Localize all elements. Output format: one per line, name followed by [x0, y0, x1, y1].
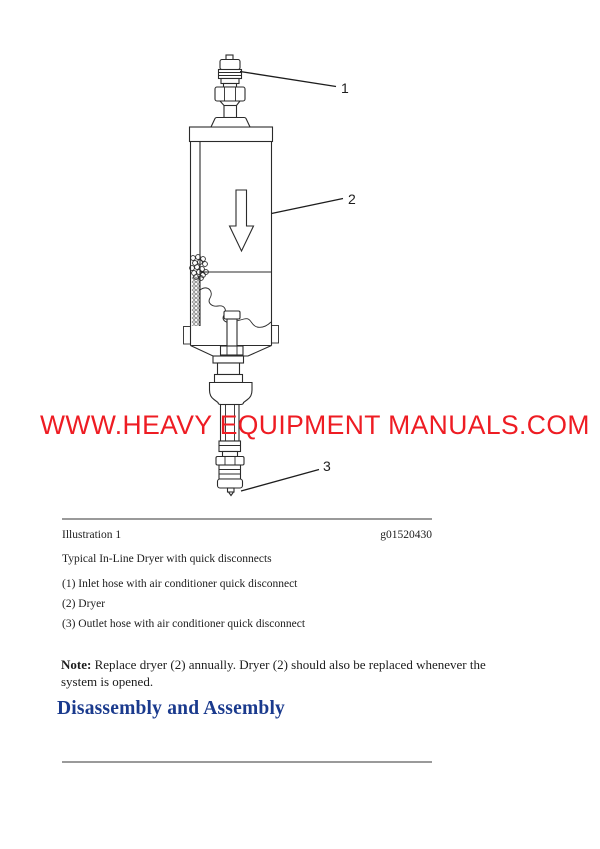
illustration-code: g01520430	[380, 529, 432, 541]
watermark: WWW.HEAVY EQUIPMENT MANUALS.COM	[40, 410, 590, 440]
leader-line-1	[240, 72, 336, 87]
knurl-right-tab	[272, 326, 279, 344]
dryer-body	[184, 127, 279, 356]
hex-nut-top	[215, 87, 245, 101]
figure-label-1: 1	[341, 80, 349, 96]
knurl-left-tab	[184, 327, 191, 345]
internal-tube	[221, 311, 244, 355]
section-title: Disassembly and Assembly	[57, 698, 286, 719]
figure-label-2: 2	[348, 191, 356, 207]
flow-direction-arrow-icon	[230, 190, 254, 251]
figure-item-3: (3) Outlet hose with air conditioner quick disconnect	[62, 618, 306, 630]
note-paragraph	[61, 656, 516, 690]
leader-line-2	[272, 199, 344, 214]
illustration-caption: Typical In-Line Dryer with quick disconnects	[62, 553, 272, 565]
figure-item-1: (1) Inlet hose with air conditioner quick disconnect	[62, 578, 298, 590]
illustration-label: Illustration 1	[62, 529, 122, 541]
figure-label-3: 3	[323, 458, 331, 474]
inlet-fitting	[211, 55, 250, 127]
coupler-body	[210, 383, 253, 405]
separator-line-bottom	[62, 761, 432, 763]
note-label: Note:	[61, 657, 92, 672]
note-text: Replace dryer (2) annually. Dryer (2) should also be replaced whenever the system is opened.	[61, 657, 486, 690]
illustration-row	[62, 529, 432, 541]
separator-line-top	[62, 518, 432, 520]
figure-item-2: (2) Dryer	[62, 598, 106, 610]
knurl-left-wall	[192, 276, 200, 326]
hex-nut-bottom	[216, 457, 244, 466]
leader-line-3	[241, 470, 319, 492]
